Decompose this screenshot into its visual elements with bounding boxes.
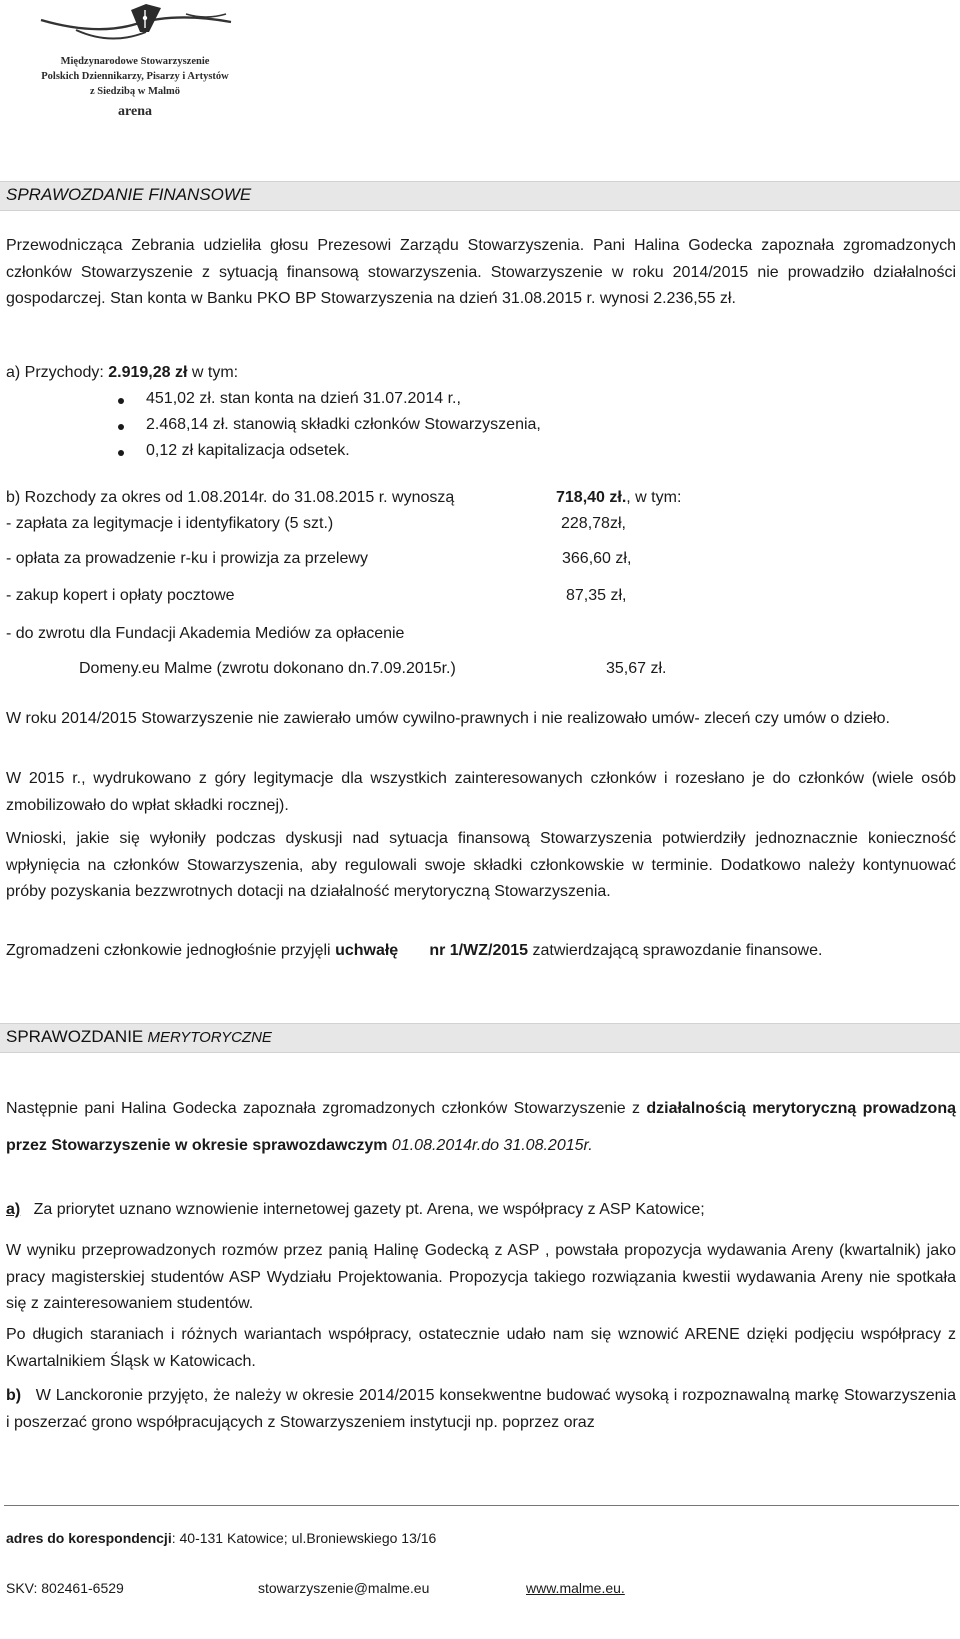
item-a: [6, 1197, 705, 1223]
logo-brand: arena: [118, 104, 152, 119]
intro-text: Następnie pani Halina Godecka zapoznała zgromadzonych członków Stowarzyszenie z: [6, 1100, 647, 1117]
logo-line-2: Polskich Dziennikarzy, Pisarzy i Artystów: [41, 71, 229, 82]
resolution-bold: uchwałę: [335, 942, 399, 959]
section-heading-financial: [0, 181, 960, 211]
section-title: SPRAWOZDANIE FINANSOWE: [6, 185, 252, 204]
footer-email[interactable]: stowarzyszenie@malme.eu: [258, 1580, 430, 1596]
expense-value: 366,60 zł,: [562, 550, 632, 567]
footer-divider: [4, 1505, 959, 1506]
section-title-part1: SPRAWOZDANIE: [6, 1027, 144, 1046]
expense-label: - zakup kopert i opłaty pocztowe: [6, 587, 235, 604]
expense-label-continued: Domeny.eu Malme (zwrotu dokonano dn.7.09.2015r.): [79, 660, 456, 677]
expenses-total: [556, 485, 681, 511]
paragraph-substantive-intro: [6, 1090, 956, 1164]
income-line: [6, 360, 238, 386]
intro-period: 01.08.2014r.do 31.08.2015r.: [387, 1137, 593, 1154]
address-label: adres do korespondencji: [6, 1530, 172, 1546]
item-b-text: W Lanckoronie przyjęto, że należy w okresie 2014/2015 konsekwentne budować wysoką i rozpoznawalną markę Stowarzyszenia i poszerzać grono współpracujących z Stowarzyszeniem instytucji np. poprzez oraz: [6, 1387, 956, 1431]
logo-line-1: Międzynarodowe Stowarzyszenie: [60, 56, 210, 67]
item-a-label: a): [6, 1201, 21, 1218]
paragraph-item-b: [6, 1383, 956, 1436]
footer-website-link[interactable]: www.malme.eu.: [526, 1580, 625, 1596]
paragraph-intro: Przewodnicząca Zebrania udzieliła głosu Prezesowi Zarządu Stowarzyszenia. Pani Halina Godecka zapoznała zgromadzonych członków Stowarzyszenie z sytuacją finansową stowarzyszenia. Stowarzyszenie w roku 2014/2015 nie prowadziło działalności gospodarczej. Stan konta w Banku PKO BP Stowarzyszenia na dzień 31.08.2015 r. wynosi 2.236,55 zł.: [6, 237, 956, 307]
income-item: 451,02 zł. stan konta na dzień 31.07.2014 r.,: [146, 390, 461, 407]
logo: [6, 2, 256, 132]
bullet-icon: [118, 424, 124, 430]
expenses-amount: 718,40 zł.: [556, 489, 627, 506]
item-b-label: b): [6, 1387, 22, 1404]
income-suffix: w tym:: [187, 364, 239, 381]
section-heading-substantive: [0, 1023, 960, 1053]
section-title-part2: MERYTORYCZNE: [143, 1029, 272, 1046]
expense-value: 87,35 zł,: [566, 587, 627, 604]
income-item: 2.468,14 zł. stanowią składki członków Stowarzyszenia,: [146, 416, 541, 433]
resolution-text-end: zatwierdzającą sprawozdanie finansowe.: [528, 942, 823, 959]
expense-label: - do zwrotu dla Fundacji Akademia Mediów za opłacenie: [6, 625, 405, 642]
section-title: [6, 1027, 272, 1047]
paragraph-conclusions: Wnioski, jakie się wyłoniły podczas dyskusji nad sytuacja finansową Stowarzyszenia potwierdziły jednoznacznie konieczność wpłynięcia na członków Stowarzyszenia, aby regulowali swoje składki członkowskie w terminie. Dodatkowo należy kontynuować próby pozyskania bezzwrotnych dotacji na działalność merytoryczną Stowarzyszenia.: [6, 830, 956, 900]
expenses-suffix: , w tym:: [626, 489, 682, 506]
bullet-icon: [118, 450, 124, 456]
expense-label: - opłata za prowadzenie r-ku i prowizja za przelewy: [6, 550, 368, 567]
expense-label: - zapłata za legitymacje i identyfikatory (5 szt.): [6, 515, 334, 532]
footer-address: [6, 1530, 436, 1546]
logo-line-3: z Siedzibą w Malmö: [89, 86, 181, 97]
intro-bold: działalnością: [646, 1100, 746, 1117]
paragraph-slask: Po długich staraniach i różnych wariantach współpracy, ostatecznie udało nam się wznowić ARENE dzięki podjęciu współpracy z Kwartalnikiem Śląsk w Katowicach.: [6, 1326, 956, 1370]
item-a-text: Za priorytet uznano wznowienie internetowej gazety pt. Arena, we współpracy z ASP Katowice;: [33, 1201, 705, 1218]
income-item: 0,12 zł kapitalizacja odsetek.: [146, 442, 350, 459]
bullet-icon: [118, 398, 124, 404]
paragraph-resolution: [6, 938, 956, 965]
expenses-prefix: b) Rozchody za okres od 1.08.2014r. do 31.08.2015 r. wynoszą: [6, 489, 455, 506]
intro-bold-continued: merytoryczną prowadzoną przez Stowarzyszenie w okresie sprawozdawczym: [6, 1100, 956, 1154]
income-prefix: a) Przychody:: [6, 364, 109, 381]
address-value: : 40-131 Katowice; ul.Broniewskiego 13/16: [171, 1530, 437, 1546]
paragraph-ids: W 2015 r., wydrukowano z góry legitymacje dla wszystkich zainteresowanych członków i rozesłano je do członków (wiele osób zmobilizowało do wpłat składki rocznej).: [6, 770, 956, 814]
paragraph-asp: W wyniku przeprowadzonych rozmów przez panią Halinę Godecką z ASP , powstała propozycja wydawania Areny (kwartalnik) jako pracy magisterskiej studentów ASP Wydziału Projektowania. Propozycja takiego rozwiązania kwestii wydawania Areny nie spotkała się z zainteresowaniem studentów.: [6, 1242, 956, 1312]
expense-value: 35,67 zł.: [606, 660, 667, 677]
resolution-text: Zgromadzeni członkowie jednogłośnie przyjęli: [6, 942, 336, 959]
footer-skv: SKV: 802461-6529: [6, 1580, 124, 1596]
expense-value: 228,78zł,: [561, 515, 626, 532]
income-amount: 2.919,28 zł: [108, 364, 188, 381]
paragraph-contracts: W roku 2014/2015 Stowarzyszenie nie zawierało umów cywilno-prawnych i nie realizowało umów- zleceń czy umów o dzieło.: [6, 710, 890, 727]
resolution-number: nr 1/WZ/2015: [429, 942, 529, 959]
quill-pen-icon: [36, 2, 236, 52]
